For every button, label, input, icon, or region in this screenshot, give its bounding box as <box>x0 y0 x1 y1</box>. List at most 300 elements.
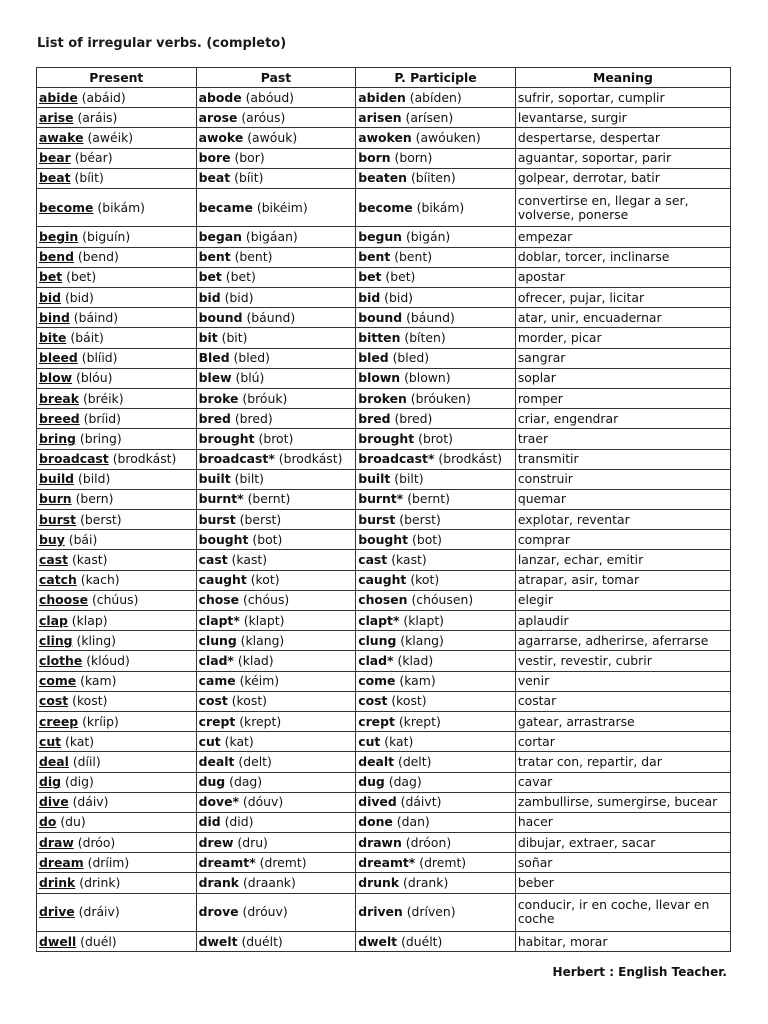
table-row <box>37 873 731 893</box>
past-cell-pronunciation: (awóuk) <box>247 129 298 145</box>
past-cell-pronunciation: (bikéim) <box>256 199 308 215</box>
past-cell-word: bid <box>198 289 221 305</box>
past-cell <box>196 388 356 408</box>
participle-cell-word: clapt* <box>358 612 400 628</box>
participle-cell <box>356 691 516 711</box>
present-cell-word: awake <box>39 129 84 145</box>
present-cell-pronunciation: (kríip) <box>82 713 119 729</box>
table-row <box>37 247 731 267</box>
present-cell <box>37 148 197 168</box>
table-row <box>37 510 731 530</box>
past-cell-word: burst <box>198 511 236 527</box>
present-cell-pronunciation: (blóu) <box>76 370 113 386</box>
table-row <box>37 651 731 671</box>
participle-cell-pronunciation: (blown) <box>404 370 451 386</box>
meaning-cell: hacer <box>515 812 730 832</box>
present-cell-pronunciation: (dróo) <box>77 834 116 850</box>
present-cell <box>37 348 197 368</box>
present-cell <box>37 388 197 408</box>
meaning-cell: construir <box>515 469 730 489</box>
participle-cell-pronunciation: (bent) <box>394 249 433 265</box>
past-cell-word: brought <box>198 430 255 446</box>
past-cell-pronunciation: (báund) <box>246 309 296 325</box>
present-cell-word: dig <box>39 774 61 790</box>
past-cell <box>196 128 356 148</box>
past-cell-word: came <box>198 673 236 689</box>
past-cell-pronunciation: (bor) <box>234 150 265 166</box>
present-cell-word: deal <box>39 753 69 769</box>
participle-cell-word: clad* <box>358 652 394 668</box>
participle-cell-word: bent <box>358 249 391 265</box>
participle-cell-word: bet <box>358 269 382 285</box>
participle-cell-word: awoken <box>358 129 412 145</box>
present-cell <box>37 88 197 108</box>
table-row <box>37 148 731 168</box>
present-cell-word: clothe <box>39 652 83 668</box>
past-cell <box>196 188 356 227</box>
participle-cell <box>356 932 516 952</box>
table-row <box>37 128 731 148</box>
meaning-cell: costar <box>515 691 730 711</box>
table-row <box>37 489 731 509</box>
participle-cell-pronunciation: (dremt) <box>419 854 467 870</box>
participle-cell-pronunciation: (bernt) <box>407 491 450 507</box>
meaning-cell: quemar <box>515 489 730 509</box>
participle-cell-word: cut <box>358 733 381 749</box>
past-cell <box>196 530 356 550</box>
table-row <box>37 469 731 489</box>
past-cell <box>196 651 356 671</box>
participle-cell-pronunciation: (bled) <box>392 350 430 366</box>
participle-cell <box>356 631 516 651</box>
participle-cell-pronunciation: (bikám) <box>416 199 465 215</box>
meaning-cell: habitar, morar <box>515 932 730 952</box>
past-cell-word: bought <box>198 531 249 547</box>
participle-cell-pronunciation: (bet) <box>385 269 416 285</box>
participle-cell <box>356 247 516 267</box>
meaning-cell: atar, unir, encuadernar <box>515 308 730 328</box>
past-cell-word: arose <box>198 109 238 125</box>
participle-cell-pronunciation: (drank) <box>403 875 449 891</box>
past-cell <box>196 570 356 590</box>
present-cell <box>37 247 197 267</box>
present-cell-pronunciation: (bet) <box>66 269 97 285</box>
participle-cell-pronunciation: (dáivt) <box>400 794 442 810</box>
meaning-cell: soñar <box>515 853 730 873</box>
past-cell-word: abode <box>198 89 242 105</box>
participle-cell-word: dreamt* <box>358 854 416 870</box>
present-cell-pronunciation: (awéik) <box>87 129 134 145</box>
past-cell <box>196 288 356 308</box>
present-cell <box>37 671 197 691</box>
meaning-cell: atrapar, asir, tomar <box>515 570 730 590</box>
participle-cell-word: bled <box>358 350 389 366</box>
participle-cell-pronunciation: (krept) <box>398 713 441 729</box>
past-cell-word: cut <box>198 733 221 749</box>
present-cell <box>37 893 197 932</box>
past-cell-word: bound <box>198 309 243 325</box>
past-cell-pronunciation: (kat) <box>224 733 254 749</box>
past-cell-pronunciation: (berst) <box>239 511 282 527</box>
past-cell-pronunciation: (draank) <box>242 875 296 891</box>
present-cell-word: dream <box>39 854 84 870</box>
participle-cell-pronunciation: (dríven) <box>406 904 456 920</box>
present-cell-word: broadcast <box>39 451 109 467</box>
participle-cell-pronunciation: (dag) <box>388 774 422 790</box>
meaning-cell: apostar <box>515 267 730 287</box>
participle-cell-word: begun <box>358 229 403 245</box>
participle-cell-pronunciation: (dan) <box>396 814 430 830</box>
table-row <box>37 792 731 812</box>
past-cell-word: clapt* <box>198 612 240 628</box>
participle-cell <box>356 288 516 308</box>
participle-cell-word: burnt* <box>358 491 404 507</box>
past-cell-pronunciation: (bent) <box>234 249 273 265</box>
past-cell-pronunciation: (bernt) <box>247 491 291 507</box>
participle-cell <box>356 752 516 772</box>
participle-cell-word: done <box>358 814 393 830</box>
past-cell-pronunciation: (bróuk) <box>242 390 288 406</box>
present-cell-pronunciation: (bild) <box>78 471 111 487</box>
meaning-cell: sufrir, soportar, cumplir <box>515 88 730 108</box>
footer-author: Herbert : English Teacher. <box>552 965 727 979</box>
present-cell-word: bring <box>39 430 76 446</box>
participle-cell <box>356 711 516 731</box>
participle-cell <box>356 510 516 530</box>
participle-cell-word: drawn <box>358 834 402 850</box>
present-cell-word: choose <box>39 592 88 608</box>
participle-cell <box>356 732 516 752</box>
meaning-cell: venir <box>515 671 730 691</box>
present-cell-word: breed <box>39 410 80 426</box>
participle-cell-word: dived <box>358 794 397 810</box>
present-cell <box>37 168 197 188</box>
past-cell-pronunciation: (aróus) <box>241 109 286 125</box>
meaning-cell: sangrar <box>515 348 730 368</box>
participle-cell-word: come <box>358 673 396 689</box>
present-cell <box>37 590 197 610</box>
present-cell-pronunciation: (aráis) <box>77 109 118 125</box>
participle-cell-pronunciation: (awóuken) <box>415 129 481 145</box>
past-cell-word: drove <box>198 904 239 920</box>
present-cell <box>37 188 197 227</box>
present-cell <box>37 267 197 287</box>
past-cell-word: bit <box>198 329 218 345</box>
participle-cell-word: broken <box>358 390 407 406</box>
past-cell-pronunciation: (did) <box>224 814 254 830</box>
present-cell-pronunciation: (díil) <box>72 753 101 769</box>
meaning-cell: dibujar, extraer, sacar <box>515 833 730 853</box>
table-row <box>37 752 731 772</box>
present-cell-word: dive <box>39 794 69 810</box>
table-row <box>37 570 731 590</box>
past-cell-pronunciation: (bet) <box>225 269 256 285</box>
participle-cell <box>356 590 516 610</box>
meaning-cell: morder, picar <box>515 328 730 348</box>
table-row <box>37 288 731 308</box>
table-row <box>37 550 731 570</box>
past-cell-word: crept <box>198 713 236 729</box>
past-cell <box>196 873 356 893</box>
meaning-cell: despertarse, despertar <box>515 128 730 148</box>
past-cell <box>196 429 356 449</box>
participle-cell-pronunciation: (duélt) <box>401 933 443 949</box>
header-past: Past <box>196 68 356 88</box>
past-cell-word: bore <box>198 150 231 166</box>
past-cell <box>196 812 356 832</box>
meaning-cell: tratar con, repartir, dar <box>515 752 730 772</box>
meaning-cell: ofrecer, pujar, licitar <box>515 288 730 308</box>
past-cell-pronunciation: (klapt) <box>243 612 285 628</box>
present-cell-word: draw <box>39 834 74 850</box>
participle-cell <box>356 348 516 368</box>
participle-cell-pronunciation: (klad) <box>397 652 434 668</box>
participle-cell-pronunciation: (báund) <box>406 309 455 325</box>
past-cell <box>196 772 356 792</box>
past-cell <box>196 368 356 388</box>
present-cell-word: arise <box>39 109 74 125</box>
present-cell-pronunciation: (brodkást) <box>112 451 177 467</box>
past-cell-word: clung <box>198 632 237 648</box>
table-row <box>37 88 731 108</box>
meaning-cell: vestir, revestir, cubrir <box>515 651 730 671</box>
present-cell-word: dwell <box>39 933 77 949</box>
present-cell <box>37 873 197 893</box>
past-cell-pronunciation: (kost) <box>231 693 268 709</box>
present-cell <box>37 449 197 469</box>
past-cell <box>196 227 356 247</box>
past-cell-word: dealt <box>198 753 235 769</box>
present-cell-pronunciation: (klap) <box>71 612 108 628</box>
present-cell-pronunciation: (du) <box>60 814 86 830</box>
past-cell-word: chose <box>198 592 240 608</box>
present-cell-pronunciation: (bréik) <box>82 390 124 406</box>
table-row <box>37 853 731 873</box>
table-row <box>37 691 731 711</box>
past-cell-pronunciation: (chóus) <box>243 592 290 608</box>
meaning-cell: empezar <box>515 227 730 247</box>
past-cell-word: bred <box>198 410 231 426</box>
participle-cell-word: burst <box>358 511 396 527</box>
past-cell <box>196 671 356 691</box>
present-cell-pronunciation: (berst) <box>80 511 122 527</box>
present-cell-word: bind <box>39 309 70 325</box>
present-cell <box>37 510 197 530</box>
past-cell-pronunciation: (bled) <box>233 350 270 366</box>
present-cell-pronunciation: (bíit) <box>74 170 104 186</box>
participle-cell <box>356 530 516 550</box>
past-cell-word: built <box>198 471 231 487</box>
past-cell <box>196 88 356 108</box>
participle-cell-pronunciation: (kam) <box>399 673 436 689</box>
present-cell-word: drink <box>39 875 76 891</box>
participle-cell-pronunciation: (arísen) <box>405 109 454 125</box>
participle-cell <box>356 873 516 893</box>
participle-cell-pronunciation: (klang) <box>400 632 444 648</box>
participle-cell <box>356 812 516 832</box>
meaning-cell: traer <box>515 429 730 449</box>
past-cell <box>196 631 356 651</box>
present-cell-word: cut <box>39 733 62 749</box>
participle-cell <box>356 550 516 570</box>
participle-cell-pronunciation: (dróon) <box>405 834 452 850</box>
present-cell-pronunciation: (blíid) <box>81 350 118 366</box>
past-cell-word: beat <box>198 170 231 186</box>
participle-cell <box>356 388 516 408</box>
participle-cell-word: bought <box>358 531 409 547</box>
present-cell-pronunciation: (bid) <box>64 289 94 305</box>
header-meaning: Meaning <box>515 68 730 88</box>
participle-cell <box>356 429 516 449</box>
past-cell <box>196 409 356 429</box>
meaning-cell: levantarse, surgir <box>515 108 730 128</box>
present-cell <box>37 530 197 550</box>
past-cell-word: blew <box>198 370 232 386</box>
participle-cell <box>356 188 516 227</box>
participle-cell-pronunciation: (bróuken) <box>410 390 471 406</box>
participle-cell-word: bound <box>358 309 403 325</box>
present-cell <box>37 691 197 711</box>
present-cell-pronunciation: (béar) <box>74 150 113 166</box>
present-cell-word: creep <box>39 713 79 729</box>
past-cell <box>196 328 356 348</box>
past-cell-pronunciation: (dru) <box>237 834 268 850</box>
past-cell-pronunciation: (bilt) <box>234 471 264 487</box>
participle-cell-pronunciation: (bigán) <box>405 229 451 245</box>
present-cell <box>37 469 197 489</box>
participle-cell <box>356 128 516 148</box>
meaning-cell: beber <box>515 873 730 893</box>
participle-cell-pronunciation: (bid) <box>384 289 414 305</box>
past-cell-pronunciation: (bid) <box>224 289 254 305</box>
present-cell-pronunciation: (báind) <box>73 309 119 325</box>
participle-cell-pronunciation: (brodkást) <box>438 451 503 467</box>
meaning-cell: aplaudir <box>515 611 730 631</box>
past-cell <box>196 550 356 570</box>
present-cell <box>37 409 197 429</box>
table-row <box>37 368 731 388</box>
participle-cell-word: dug <box>358 774 385 790</box>
participle-cell <box>356 772 516 792</box>
participle-cell <box>356 108 516 128</box>
participle-cell <box>356 227 516 247</box>
past-cell <box>196 168 356 188</box>
participle-cell <box>356 893 516 932</box>
table-row <box>37 328 731 348</box>
present-cell-word: bid <box>39 289 61 305</box>
table-row <box>37 812 731 832</box>
past-cell-pronunciation: (bit) <box>221 329 248 345</box>
header-past-participle: P. Participle <box>356 68 516 88</box>
past-cell <box>196 469 356 489</box>
meaning-cell: cortar <box>515 732 730 752</box>
past-cell <box>196 833 356 853</box>
table-row <box>37 732 731 752</box>
participle-cell <box>356 833 516 853</box>
participle-cell-pronunciation: (berst) <box>399 511 441 527</box>
present-cell-pronunciation: (kast) <box>71 552 108 568</box>
participle-cell-word: broadcast* <box>358 451 435 467</box>
past-cell <box>196 893 356 932</box>
present-cell <box>37 853 197 873</box>
participle-cell-pronunciation: (chóusen) <box>411 592 474 608</box>
past-cell-pronunciation: (kéim) <box>239 673 280 689</box>
present-cell-word: do <box>39 814 57 830</box>
participle-cell-word: bitten <box>358 329 401 345</box>
table-row <box>37 590 731 610</box>
table-row <box>37 631 731 651</box>
past-cell-pronunciation: (delt) <box>238 753 272 769</box>
past-cell-word: drew <box>198 834 234 850</box>
present-cell-word: burst <box>39 511 77 527</box>
table-row <box>37 893 731 932</box>
past-cell-pronunciation: (blú) <box>235 370 265 386</box>
participle-cell-pronunciation: (kat) <box>384 733 414 749</box>
present-cell-pronunciation: (kost) <box>72 693 108 709</box>
table-header-row <box>37 68 731 88</box>
past-cell-pronunciation: (dremt) <box>259 854 307 870</box>
participle-cell-word: bred <box>358 410 391 426</box>
past-cell-word: became <box>198 199 253 215</box>
present-cell <box>37 429 197 449</box>
meaning-cell: conducir, ir en coche, llevar en coche <box>515 893 730 932</box>
participle-cell-word: blown <box>358 370 401 386</box>
present-cell-word: break <box>39 390 79 406</box>
past-cell-word: began <box>198 229 242 245</box>
participle-cell-word: cost <box>358 693 388 709</box>
participle-cell-pronunciation: (bred) <box>394 410 433 426</box>
participle-cell-word: beaten <box>358 170 408 186</box>
present-cell <box>37 711 197 731</box>
past-cell <box>196 449 356 469</box>
participle-cell <box>356 148 516 168</box>
participle-cell <box>356 328 516 348</box>
present-cell-word: clap <box>39 612 68 628</box>
present-cell <box>37 752 197 772</box>
present-cell <box>37 651 197 671</box>
past-cell <box>196 590 356 610</box>
meaning-cell: elegir <box>515 590 730 610</box>
past-cell <box>196 348 356 368</box>
past-cell-pronunciation: (bred) <box>234 410 273 426</box>
past-cell-pronunciation: (klang) <box>240 632 285 648</box>
participle-cell <box>356 449 516 469</box>
past-cell-pronunciation: (bigáan) <box>245 229 298 245</box>
past-cell-pronunciation: (kot) <box>250 572 280 588</box>
present-cell <box>37 368 197 388</box>
participle-cell-pronunciation: (klapt) <box>403 612 445 628</box>
past-cell-word: burnt* <box>198 491 244 507</box>
past-cell-word: clad* <box>198 652 234 668</box>
past-cell <box>196 732 356 752</box>
present-cell <box>37 328 197 348</box>
participle-cell-word: clung <box>358 632 397 648</box>
present-cell-pronunciation: (dig) <box>64 774 94 790</box>
present-cell-word: cast <box>39 552 69 568</box>
present-cell-word: bet <box>39 269 63 285</box>
meaning-cell: soplar <box>515 368 730 388</box>
present-cell-pronunciation: (kat) <box>65 733 95 749</box>
meaning-cell: gatear, arrastrarse <box>515 711 730 731</box>
past-cell-pronunciation: (bot) <box>252 531 283 547</box>
past-cell-pronunciation: (abóud) <box>245 89 295 105</box>
present-cell-pronunciation: (abáid) <box>81 89 126 105</box>
participle-cell-word: become <box>358 199 413 215</box>
past-cell <box>196 932 356 952</box>
participle-cell-pronunciation: (delt) <box>397 753 432 769</box>
table-row <box>37 611 731 631</box>
meaning-cell: agarrarse, adherirse, aferrarse <box>515 631 730 651</box>
